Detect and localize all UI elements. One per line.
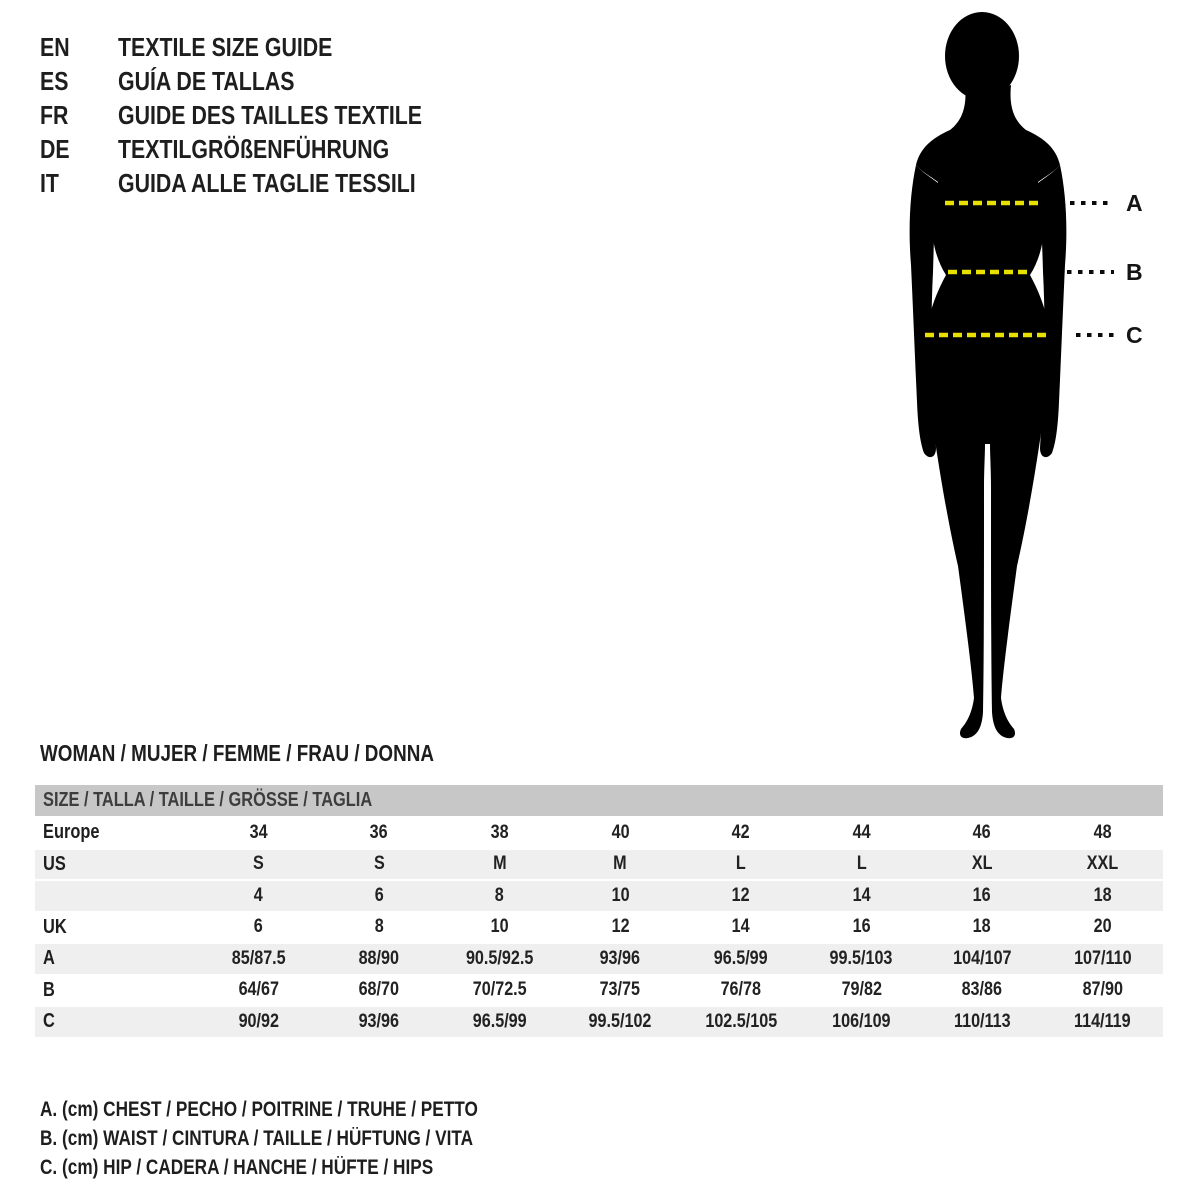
cell: 16 xyxy=(973,884,992,906)
language-row-en xyxy=(40,30,489,64)
language-code-fr: FR xyxy=(40,99,69,130)
cell: S xyxy=(252,853,264,875)
row-label: Europe xyxy=(43,821,100,844)
table-row-hip-c xyxy=(35,1007,1163,1037)
table-row-europe xyxy=(35,818,1163,848)
cell: 4 xyxy=(253,884,263,906)
cell: 12 xyxy=(731,884,750,906)
cell: 18 xyxy=(973,916,992,938)
guide-title-en: TEXTILE SIZE GUIDE xyxy=(118,31,333,62)
cell: 10 xyxy=(611,884,630,906)
cell: 104/107 xyxy=(952,947,1012,969)
cell: 79/82 xyxy=(841,979,882,1001)
cell: 36 xyxy=(369,821,388,843)
woman-silhouette-figure xyxy=(870,10,1130,740)
cell: 73/75 xyxy=(599,979,641,1001)
table-row-us-numeric xyxy=(35,881,1163,911)
language-list xyxy=(40,30,489,200)
cell: 87/90 xyxy=(1082,979,1123,1001)
cell: 20 xyxy=(1093,916,1112,938)
row-label: US xyxy=(43,852,66,875)
cell: 64/67 xyxy=(238,979,279,1001)
measurement-legend xyxy=(40,1096,574,1182)
row-label: UK xyxy=(43,915,67,938)
cell: 42 xyxy=(731,821,750,843)
cell: 10 xyxy=(490,916,509,938)
cell: 48 xyxy=(1093,821,1112,843)
cell: 102.5/105 xyxy=(704,1010,777,1032)
cell: 93/96 xyxy=(358,1010,400,1032)
cell: M xyxy=(613,853,627,875)
measurement-figure xyxy=(870,10,1130,740)
cell: 40 xyxy=(611,821,630,843)
cell: 106/109 xyxy=(832,1010,891,1032)
cell: 93/96 xyxy=(599,947,641,969)
cell: M xyxy=(492,853,507,875)
table-row-uk xyxy=(35,913,1163,943)
cell: 99.5/102 xyxy=(588,1010,652,1032)
cell: 6 xyxy=(253,916,263,938)
cell: 44 xyxy=(852,821,871,843)
language-row-fr xyxy=(40,98,489,132)
cell: XL xyxy=(971,853,993,875)
cell: 34 xyxy=(249,821,268,843)
cell: 70/72.5 xyxy=(472,979,527,1001)
row-label: C xyxy=(43,1010,55,1033)
guide-title-it: GUIDA ALLE TAGLIE TESSILI xyxy=(118,167,416,198)
cell: 46 xyxy=(973,821,992,843)
row-label xyxy=(35,884,198,907)
cell: 8 xyxy=(374,916,384,938)
size-table xyxy=(35,785,1163,1039)
cell: 16 xyxy=(852,916,871,938)
guide-title-es: GUÍA DE TALLAS xyxy=(118,65,295,96)
cell: 85/87.5 xyxy=(231,947,286,969)
legend-waist: B. (cm) WAIST / CINTURA / TAILLE / HÜFTUNG / VITA xyxy=(40,1127,474,1151)
cell: 68/70 xyxy=(358,979,400,1001)
cell: 96.5/99 xyxy=(472,1010,527,1032)
cell: 8 xyxy=(495,884,505,906)
cell: 38 xyxy=(490,821,509,843)
language-code-de: DE xyxy=(40,133,70,164)
cell: 107/110 xyxy=(1073,947,1132,969)
row-label: A xyxy=(43,947,55,970)
cell: L xyxy=(735,853,746,875)
cell: XXL xyxy=(1086,853,1119,875)
section-title-woman: WOMAN / MUJER / FEMME / FRAU / DONNA xyxy=(40,740,434,766)
cell: 6 xyxy=(374,884,384,906)
language-code-es: ES xyxy=(40,65,69,96)
cell: 96.5/99 xyxy=(713,947,768,969)
table-header-size: SIZE / TALLA / TAILLE / GRÖSSE / TAGLIA xyxy=(35,785,1163,816)
guide-title-de: TEXTILGRÖßENFÜHRUNG xyxy=(118,133,390,164)
marker-letter-waist: B xyxy=(1126,259,1143,285)
cell: 83/86 xyxy=(961,979,1003,1001)
table-row-waist-b xyxy=(35,976,1163,1006)
guide-title-fr: GUIDE DES TAILLES TEXTILE xyxy=(118,99,423,130)
language-code-en: EN xyxy=(40,31,70,62)
cell: 90.5/92.5 xyxy=(465,947,534,969)
cell: 110/113 xyxy=(953,1010,1011,1032)
cell: 90/92 xyxy=(238,1010,279,1032)
legend-chest: A. (cm) CHEST / PECHO / POITRINE / TRUHE / PETTO xyxy=(40,1098,478,1122)
cell: 18 xyxy=(1093,884,1112,906)
cell: 14 xyxy=(852,884,871,906)
language-row-de xyxy=(40,132,489,166)
cell: 99.5/103 xyxy=(830,947,893,969)
row-label: B xyxy=(43,978,55,1001)
table-row-chest-a xyxy=(35,944,1163,974)
legend-hip: C. (cm) HIP / CADERA / HANCHE / HÜFTE / HIPS xyxy=(40,1155,434,1179)
language-row-it xyxy=(40,166,489,200)
cell: S xyxy=(373,853,385,875)
cell: 12 xyxy=(611,916,630,938)
cell: L xyxy=(856,853,867,875)
language-row-es xyxy=(40,64,489,98)
marker-letter-chest: A xyxy=(1126,190,1143,216)
cell: 88/90 xyxy=(358,947,400,969)
table-row-us xyxy=(35,850,1163,880)
cell: 76/78 xyxy=(720,979,762,1001)
cell: 114/119 xyxy=(1074,1010,1131,1032)
marker-letter-hip: C xyxy=(1126,322,1143,348)
language-code-it: IT xyxy=(40,167,59,198)
cell: 14 xyxy=(731,916,750,938)
